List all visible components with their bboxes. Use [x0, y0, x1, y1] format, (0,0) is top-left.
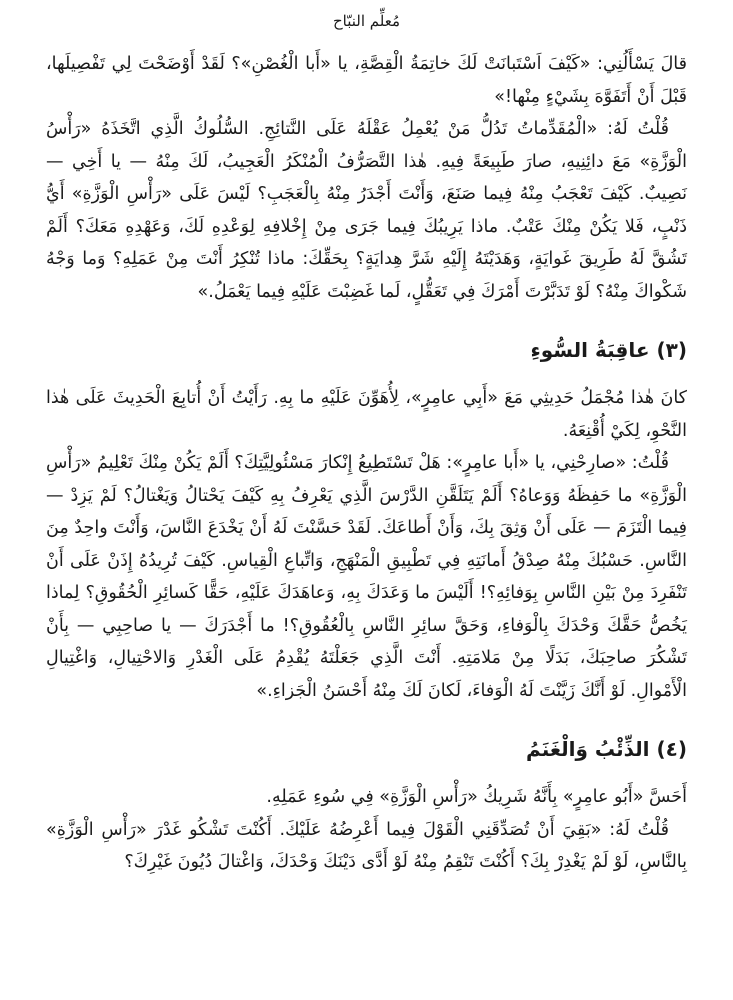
paragraph-s4-2: قُلْتُ لَهُ: «بَقِيَ أَنْ تُصَدِّقَنِي الْقَوْلَ فِيما أَعْرِضُهُ عَلَيْكَ. أَكُنْتَ تَشْكُو غَدْرَ «رَأْسِ الْوَزَّةِ» بِالنَّاسِ، لَوْ لَمْ يَغْدِرْ بِكَ؟ أَكُنْتَ تَنْقِمُ مِنْهُ لَوْ أَدَّى دَيْنَكَ وَحْدَكَ، وَاغْتالَ دُيُونَ غَيْرِكَ؟ [46, 819, 687, 872]
running-header: مُعلِّم النبّاح [332, 12, 401, 30]
paragraph-s3-1: كانَ هٰذا مُجْمَلُ حَدِيثِي مَعَ «أَبِي عامِرٍ»، لِأُهَوِّنَ عَلَيْهِ ما بِهِ. رَأَيْتُ أَنْ أُتابِعَ الْحَدِيثَ عَلَى هٰذا النَّحْوِ، لِكَيْ أُقْنِعَهُ. [46, 388, 687, 441]
section-heading-3: (٣) عاقِبَةُ السُّوءِ [530, 338, 687, 362]
section-heading-4: (٤) الذِّئْبُ وَالْغَنَمُ [526, 737, 687, 761]
paragraph-s3-2: قُلْتُ: «صارِحْنِي، يا «أَبا عامِرٍ»: هَلْ تَسْتَطِيعُ إِنْكارَ مَسْئُولِيَّتِكَ؟ أَلَمْ يَكُنْ مِنْكَ تَعْلِيمُ «رَأْسِ الْوَزَّةِ» ما حَفِظَهُ وَوَعاهُ؟ أَلَمْ يَتَلَقَّنِ الدَّرْسَ الَّذِي يَعْرِفُ بِهِ كَيْفَ يَحْتالُ وَيَغْتالُ؟ لَمْ يَزِدْ — فِيما الْتَزَمَ — عَلَى أَنْ وَثِقَ بِكَ، وَأَنْ أَطاعَكَ. لَقَدْ حَسَّنْتَ لَهُ أَنْ يَخْدَعَ النَّاسَ، وَأَنْتَ واحِدٌ مِنَ النَّاسِ. حَسْبُكَ مِنْهُ صِدْقُ أَمانَتِهِ فِي تَطْبِيقِ الْمَنْهَجِ، وَاتِّباعِ الْقِياسِ. كَيْفَ تُرِيدُهُ إِذَنْ عَلَى أَنْ تَنْفَرِدَ مِنْ بَيْنِ النَّاسِ بِوَفائِهِ؟! أَلَيْسَ ما وَعَدَكَ بِهِ، وَعاهَدَكَ عَلَيْهِ، حَقًّا كَسائِرِ الْحُقُوقِ؟ لِماذا يَخُصُّ حَقَّكَ وَحْدَكَ بِالْوَفاءِ، وَحَقَّ سائِرِ النَّاسِ بِالْعُقُوقِ؟! ما أَجْدَرَكَ — يا صاحِبِي — بِأَنْ تَشْكُرَ صاحِبَكَ، بَدَلًا مِنْ مَلامَتِهِ. أَنْتَ الَّذِي جَعَلْتَهُ يُقْدِمُ عَلَى الْغَدْرِ وَالاحْتِيالِ، وَاغْتِيالِ الْأَمْوالِ. لَوْ أَنَّكَ زَيَّنْتَ لَهُ الْوَفاءَ، لَكانَ لَكَ مِنْهُ أَحْسَنُ الْجَزاءِ.» [46, 453, 687, 701]
paragraph-intro-1: قالَ يَسْأَلُنِي: «كَيْفَ اَسْتَبانَتْ لَكَ خاتِمَةُ الْقِصَّةِ، يا «أَبا الْغُصْنِ»؟ لَقَدْ أَوْضَحْتَ لِي تَفْصِيلَها، قَبْلَ أَنْ أَتَفَوَّهَ بِشَيْءٍ مِنْها!» [46, 54, 687, 107]
paragraph-intro-2: قُلْتُ لَهُ: «الْمُقَدِّماتُ تَدُلُّ مَنْ يُعْمِلُ عَقْلَهُ عَلَى النَّتائِجِ. السُّلُوكُ الَّذِي اتَّخَذَهُ «رَأْسُ الْوَزَّةِ» مَعَ دائِنِيهِ، صارَ طَبِيعَةً فِيهِ. هٰذا التَّصَرُّفُ الْمُنْكَرُ الْعَجِيبُ، لَكَ مِنْهُ — يا أَخِي — نَصِيبٌ. كَيْفَ تَعْجَبُ مِنْهُ فِيما صَنَعَ، وَأَنْتَ أَجْدَرُ مِنْهُ بِالْعَجَبِ؟ لَيْسَ عَلَى «رَأْسِ الْوَزَّةِ» أَيُّ ذَنْبٍ، فَلا يَكُنْ مِنْكَ عَتْبٌ. ماذا يَرِيبُكَ فِيما جَرَى مِنْ إِخْلافِهِ لِوَعْدِهِ لَكَ، وَعَهْدِهِ مَعَكَ؟ أَلَمْ تَشُقَّ لَهُ طَرِيقَ غَوايَةٍ، وَهَدَيْتَهُ إِلَيْهِ شَرَّ هِدايَةٍ؟ بِحَقِّكَ: ماذا تُنْكِرُ أَنْتَ مِنْ عَمَلِهِ؟ وَما وَجْهُ شَكْواكَ مِنْهُ؟ لَوْ تَدَبَّرْتَ أَمْرَكَ فِي تَعَقُّلٍ، لَما غَضِبْتَ عَلَيْهِ فِيما يَعْمَلُ.» [46, 119, 687, 302]
paragraph-s4-1: أَحَسَّ «أَبُو عامِرٍ» بِأَنَّهُ شَرِيكُ «رَأْسِ الْوَزَّةِ» فِي سُوءِ عَمَلِهِ. [266, 787, 687, 807]
